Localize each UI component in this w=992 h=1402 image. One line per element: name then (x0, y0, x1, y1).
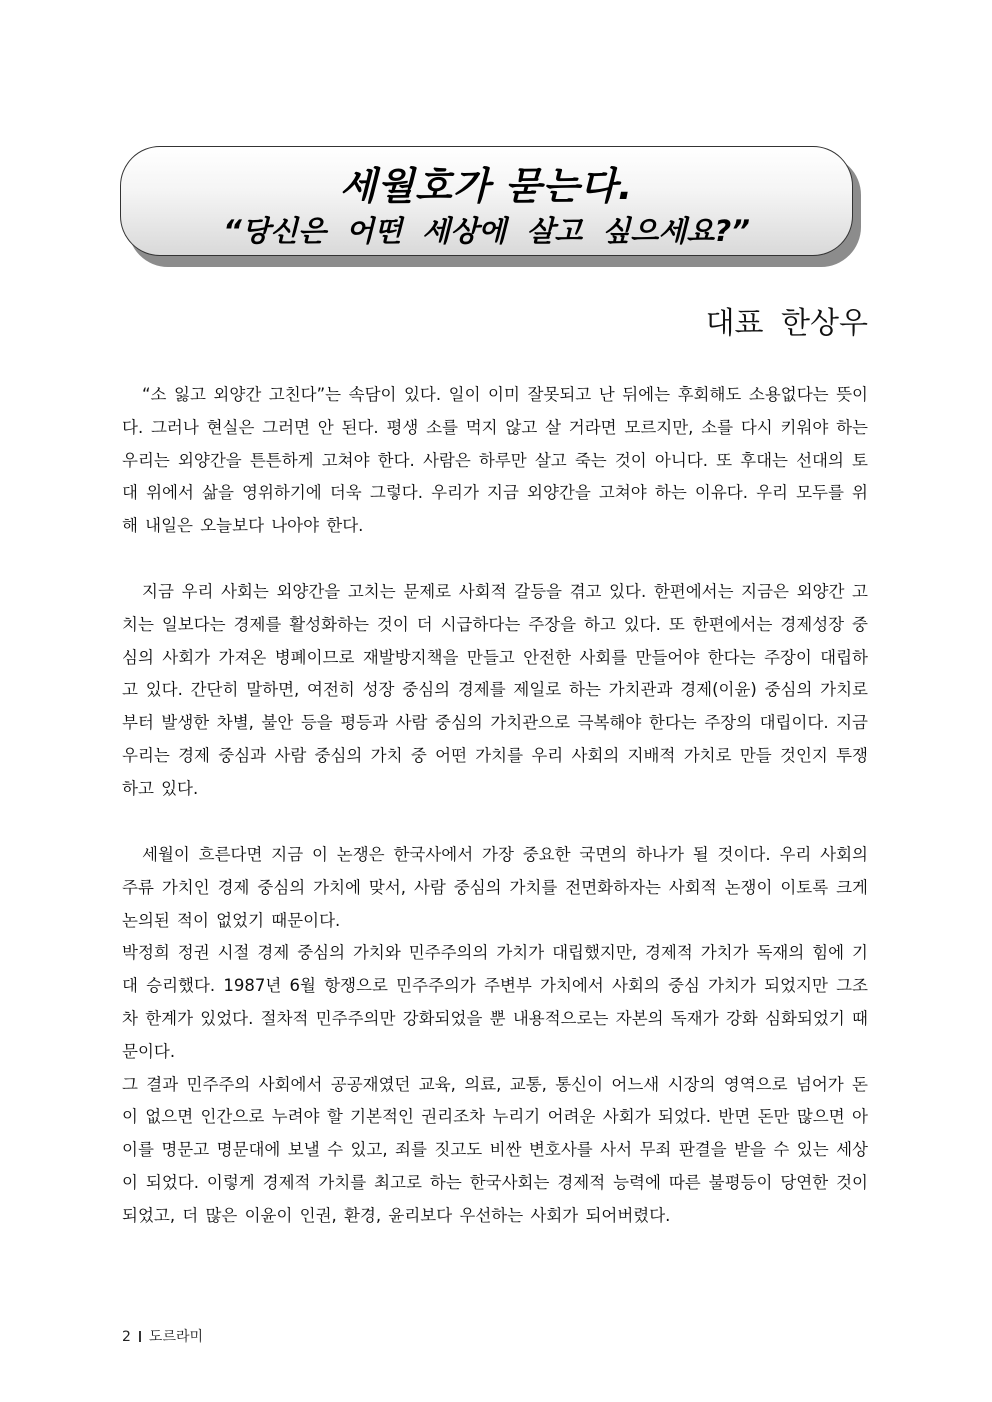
paragraph: “소 잃고 외양간 고친다”는 속담이 있다. 일이 이미 잘못되고 난 뒤에는 후회해도 소용없다는 뜻이다. 그러나 현실은 그러면 안 된다. 평생 소를 먹지 않고 살 거라면 모르지만, 소를 다시 키워야 하는 우리는 외양간을 튼튼하게 고쳐야 한다. 사람은 하루만 살고 죽는 것이 아니다. 또 후대는 선대의 토대 위에서 삶을 영위하기에 더욱 그렇다. 우리가 지금 외양간을 고쳐야 하는 이유다. 우리 모두를 위해 내일은 오늘보다 나아야 한다. (122, 385, 868, 536)
article-section-1 (122, 379, 868, 543)
page-number: 2 (122, 1329, 131, 1345)
publication-name: 도르라미 (148, 1329, 204, 1345)
paragraph: 그 결과 민주주의 사회에서 공공재였던 교육, 의료, 교통, 통신이 어느새 시장의 영역으로 넘어가 돈이 없으면 인간으로 누려야 할 기본적인 권리조차 누리기 어려운 사회가 되었다. 반면 돈만 많으면 아이를 명문고 명문대에 보낼 수 있고, 죄를 짓고도 비싼 변호사를 사서 무죄 판결을 받을 수 있는 세상이 되었다. 이렇게 경제적 가치를 최고로 하는 한국사회는 경제적 능력에 따른 불평등이 당연한 것이 되었고, 더 많은 이윤이 인권, 환경, 윤리보다 우선하는 사회가 되어버렸다. (122, 1074, 868, 1225)
page-footer (122, 1326, 203, 1346)
page-subtitle: “당신은 어떤 세상에 살고 싶으세요?” (223, 214, 750, 248)
footer-separator (139, 1331, 141, 1342)
paragraph: 세월이 흐른다면 지금 이 논쟁은 한국사에서 가장 중요한 국면의 하나가 될 것이다. 우리 사회의 주류 가치인 경제 중심의 가치에 맞서, 사람 중심의 가치를 전면화하자는 사회적 논쟁이 이토록 크게 논의된 적이 없었기 때문이다. (122, 845, 868, 930)
title-box (120, 146, 853, 256)
article-section-3 (122, 839, 868, 1233)
page-title: 세월호가 묻는다. (339, 164, 634, 208)
paragraph: 지금 우리 사회는 외양간을 고치는 문제로 사회적 갈등을 겪고 있다. 한편에서는 지금은 외양간 고치는 일보다는 경제를 활성화하는 것이 더 시급하다는 주장을 하고 있다. 또 한편에서는 경제성장 중심의 사회가 가져온 병폐이므로 재발방지책을 만들고 안전한 사회를 만들어야 한다는 주장이 대립하고 있다. 간단히 말하면, 여전히 성장 중심의 경제를 제일로 하는 가치관과 경제(이윤) 중심의 가치로부터 발생한 차별, 불안 등을 평등과 사람 중심의 가치관으로 극복해야 한다는 주장의 대립이다. 지금 우리는 경제 중심과 사람 중심의 가치 중 어떤 가치를 우리 사회의 지배적 가치로 만들 것인지 투쟁하고 있다. (122, 582, 868, 798)
author-byline: 대표 한상우 (705, 306, 868, 341)
paragraph: 박정희 정권 시절 경제 중심의 가치와 민주주의의 가치가 대립했지만, 경제적 가치가 독재의 힘에 기대 승리했다. 1987년 6월 항쟁으로 민주주의가 주변부 가치에서 사회의 중심 가치가 되었지만 그조차 한계가 있었다. 절차적 민주주의만 강화되었을 뿐 내용적으로는 자본의 독재가 강화 심화되었기 때문이다. (122, 943, 868, 1061)
article-section-2 (122, 576, 868, 806)
